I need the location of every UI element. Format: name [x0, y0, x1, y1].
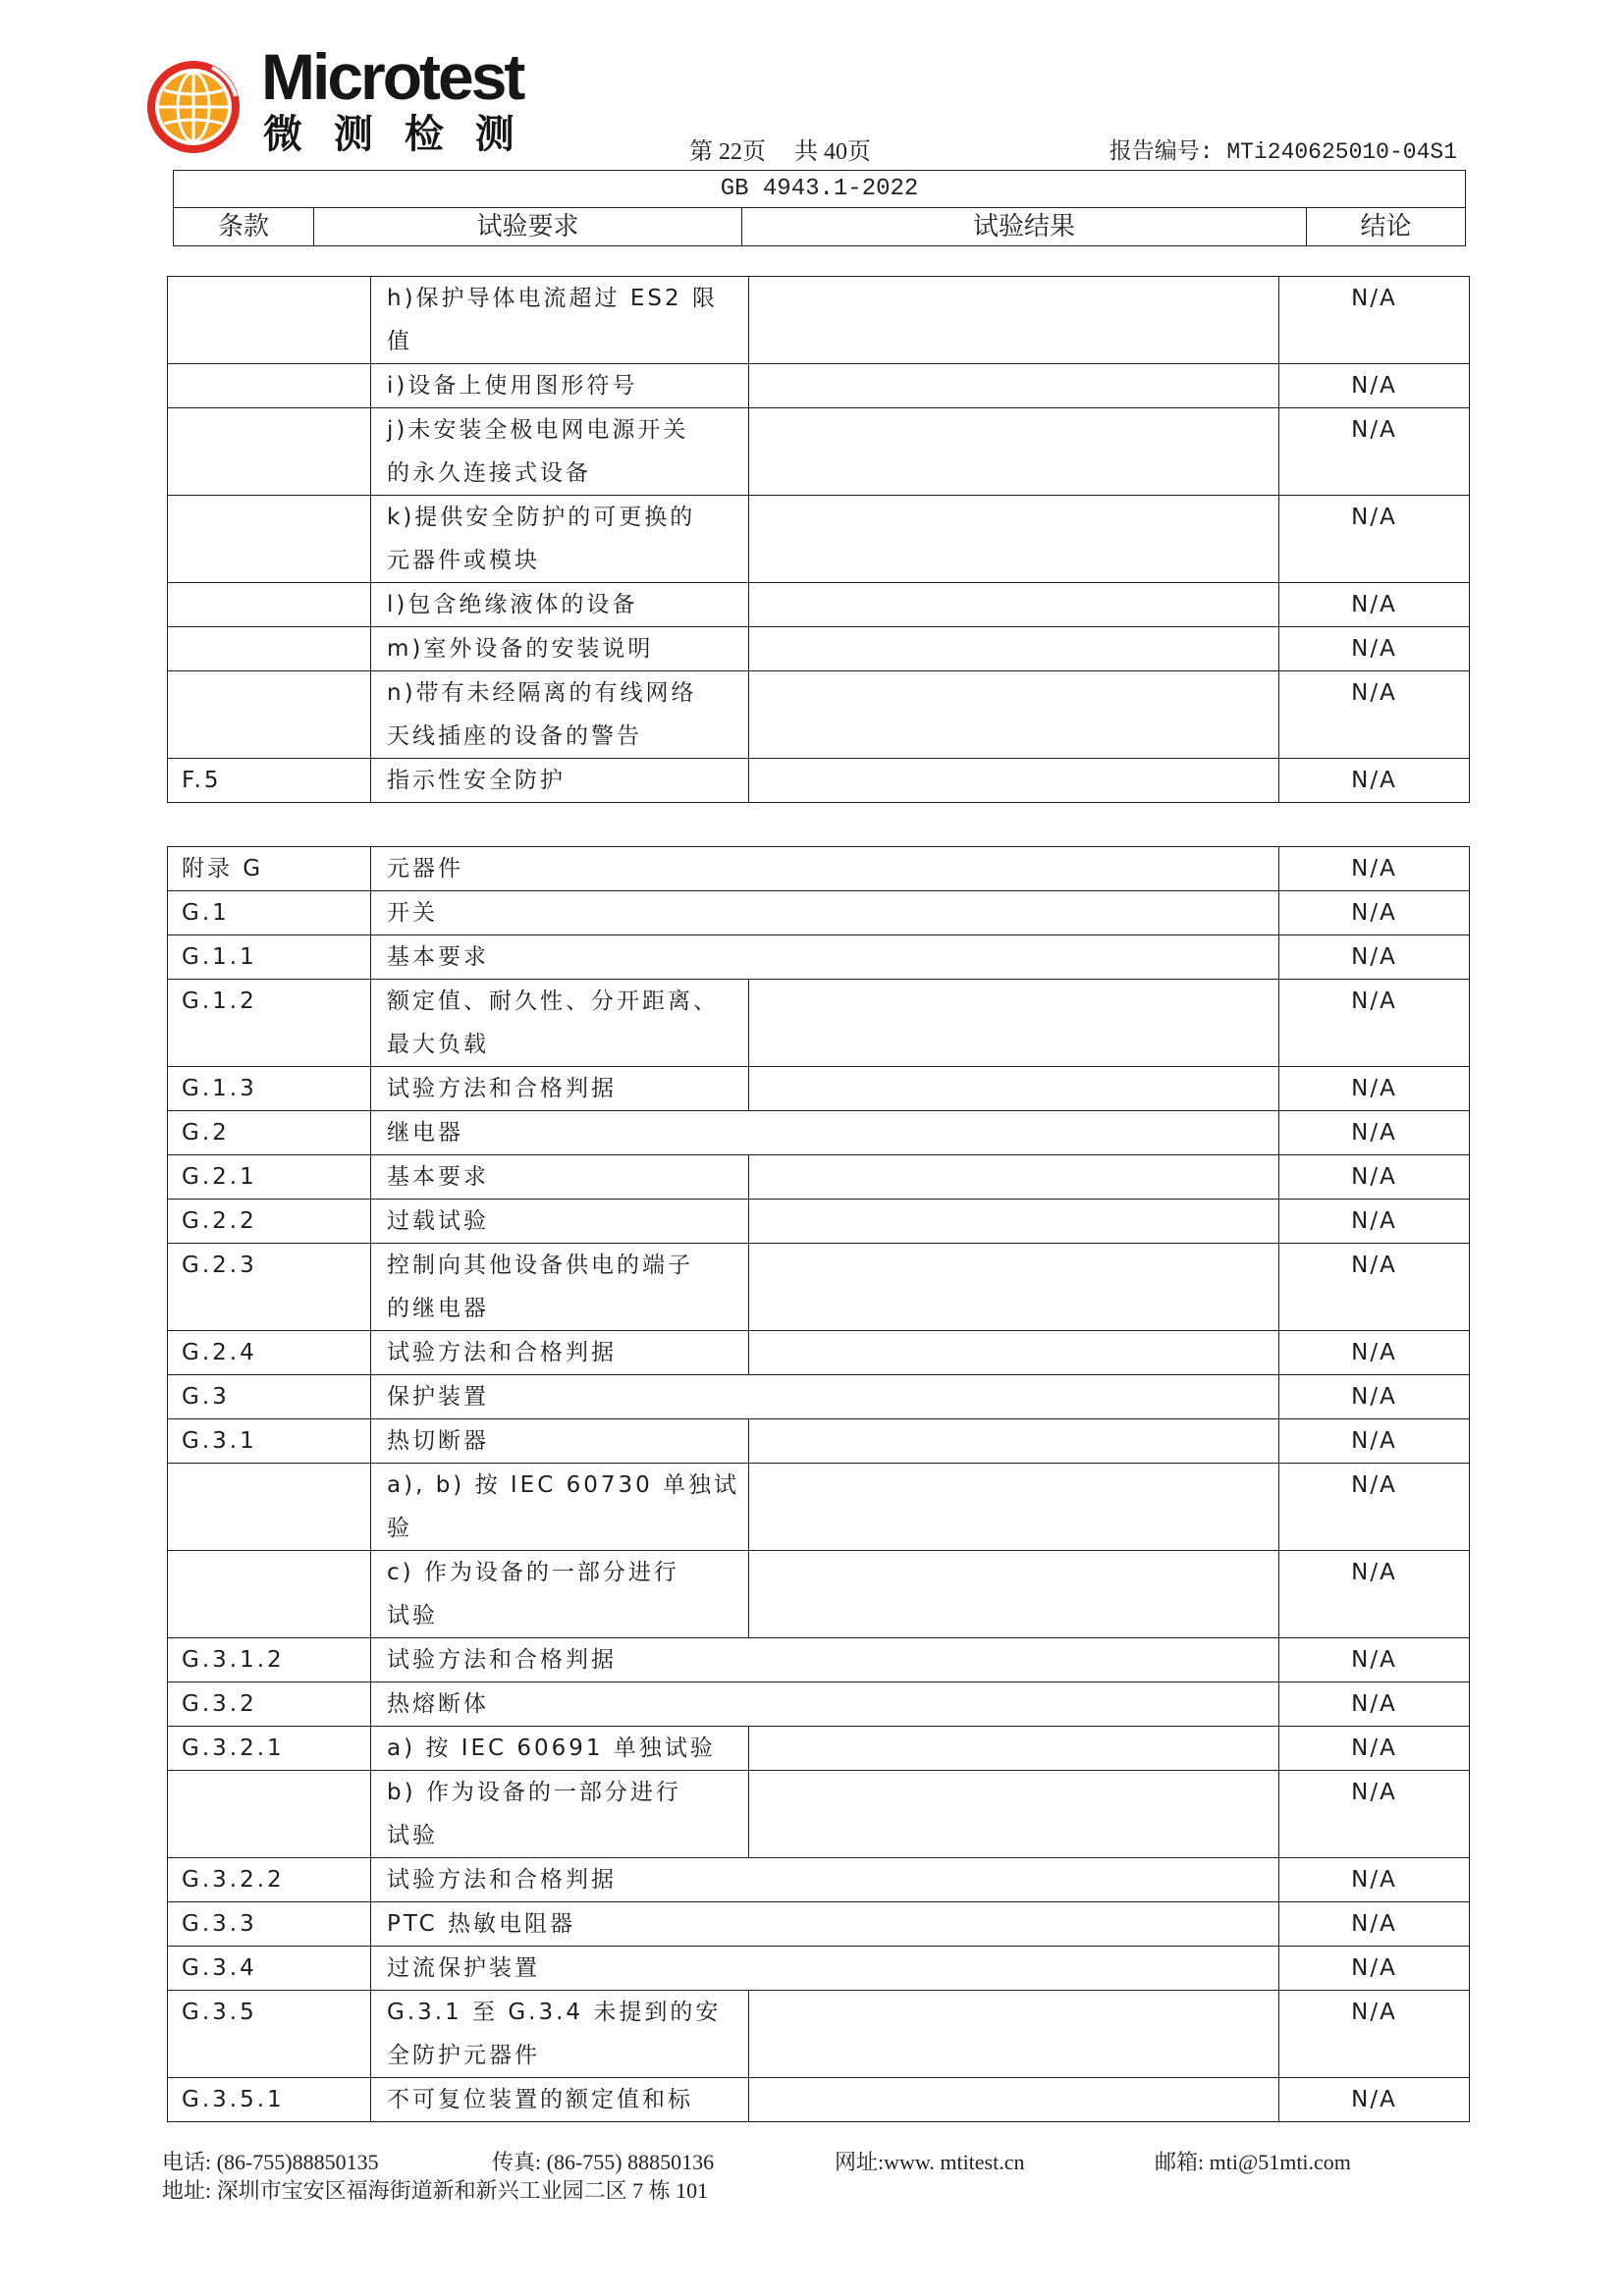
clause-cell: 附录 G [168, 847, 371, 891]
result-cell [749, 1331, 1279, 1375]
clause-table-g [167, 846, 1470, 2122]
clause-cell [168, 364, 371, 408]
table-row [168, 1727, 1470, 1771]
result-cell [749, 1551, 1279, 1638]
table-row [168, 1858, 1470, 1902]
result-cell [749, 408, 1279, 496]
clause-cell: G.1.2 [168, 980, 371, 1067]
requirement-line: 天线插座的设备的警告 [387, 723, 642, 749]
result-cell [749, 2078, 1279, 2122]
requirement-line: 开关 [387, 900, 438, 926]
requirement-line: b) 作为设备的一部分进行 [387, 1780, 681, 1805]
page-number: 第 22页 [689, 139, 766, 165]
requirement-line: 元器件 [387, 856, 463, 881]
verdict-cell: N/A [1279, 583, 1470, 627]
clause-cell [168, 408, 371, 496]
verdict-cell: N/A [1279, 935, 1470, 980]
table-row [168, 980, 1470, 1067]
requirement-cell [371, 1682, 1279, 1727]
verdict-cell: N/A [1279, 1638, 1470, 1682]
clause-cell: G.1.1 [168, 935, 371, 980]
requirement-line: 过载试验 [387, 1208, 489, 1234]
requirement-cell [371, 935, 1279, 980]
requirement-cell [371, 1991, 749, 2078]
requirement-cell [371, 1111, 1279, 1155]
requirement-line: 基本要求 [387, 1164, 489, 1190]
requirement-cell [371, 671, 749, 759]
requirement-line: 试验方法和合格判据 [387, 1340, 617, 1365]
requirement-cell [371, 2078, 749, 2122]
table-row [168, 1771, 1470, 1858]
verdict-cell: N/A [1279, 627, 1470, 671]
verdict-cell: N/A [1279, 1682, 1470, 1727]
verdict-cell: N/A [1279, 1419, 1470, 1464]
table-row [168, 1244, 1470, 1331]
column-header-row [174, 208, 1466, 246]
footer-phone: 电话: (86-755)88850135 [162, 2150, 379, 2174]
requirement-line: 元器件或模块 [387, 548, 540, 573]
requirement-line: a), b) 按 IEC 60730 单独试 [387, 1472, 740, 1498]
table-row [168, 1902, 1470, 1947]
requirement-cell [371, 364, 749, 408]
verdict-cell: N/A [1279, 847, 1470, 891]
verdict-cell: N/A [1279, 1244, 1470, 1331]
verdict-cell: N/A [1279, 759, 1470, 803]
requirement-line: j)未安装全极电网电源开关 [387, 417, 689, 443]
requirement-cell [371, 1638, 1279, 1682]
verdict-cell: N/A [1279, 671, 1470, 759]
clause-cell: G.2.1 [168, 1155, 371, 1200]
header-table [173, 170, 1466, 246]
clause-cell: G.3.2.2 [168, 1858, 371, 1902]
result-cell [749, 1200, 1279, 1244]
clause-cell: G.3.5.1 [168, 2078, 371, 2122]
requirement-line: l)包含绝缘液体的设备 [387, 592, 638, 617]
table-row [168, 1551, 1470, 1638]
table-row [168, 671, 1470, 759]
table-row [168, 496, 1470, 583]
clause-table-body [168, 277, 1470, 803]
requirement-cell [371, 1244, 749, 1331]
table-row [168, 583, 1470, 627]
result-cell [749, 364, 1279, 408]
column-header-clause: 条款 [174, 208, 314, 246]
requirement-line: 指示性安全防护 [387, 768, 566, 793]
clause-cell [168, 1464, 371, 1551]
clause-cell [168, 1551, 371, 1638]
requirement-cell [371, 1155, 749, 1200]
table-row [168, 759, 1470, 803]
requirement-line: 热切断器 [387, 1428, 489, 1454]
clause-cell: G.2.4 [168, 1331, 371, 1375]
globe-icon [145, 59, 242, 155]
table-row [168, 1200, 1470, 1244]
verdict-cell: N/A [1279, 1858, 1470, 1902]
requirement-line: 热熔断体 [387, 1691, 489, 1717]
result-cell [749, 759, 1279, 803]
table-row [168, 891, 1470, 935]
result-cell [749, 1419, 1279, 1464]
logo-chinese-name: 微 测 检 测 [263, 112, 523, 157]
requirement-line: 的永久连接式设备 [387, 460, 591, 486]
verdict-cell: N/A [1279, 408, 1470, 496]
requirement-line: n)带有未经隔离的有线网络 [387, 680, 697, 706]
table-row [168, 1947, 1470, 1991]
verdict-cell: N/A [1279, 1991, 1470, 2078]
requirement-line: 最大负载 [387, 1032, 489, 1057]
requirement-line: 基本要求 [387, 944, 489, 970]
requirement-cell [371, 847, 1279, 891]
clause-cell: G.1 [168, 891, 371, 935]
result-cell [749, 1771, 1279, 1858]
clause-cell: G.1.3 [168, 1067, 371, 1111]
requirement-cell [371, 1331, 749, 1375]
report-number: 报告编号: MTi240625010-04S1 [1109, 139, 1457, 165]
verdict-cell: N/A [1279, 980, 1470, 1067]
table-row [168, 1991, 1470, 2078]
clause-cell: G.3.1 [168, 1419, 371, 1464]
table-row [168, 1155, 1470, 1200]
requirement-cell [371, 1067, 749, 1111]
requirement-line: i)设备上使用图形符号 [387, 373, 638, 399]
result-cell [749, 1727, 1279, 1771]
requirement-line: 的继电器 [387, 1296, 489, 1321]
requirement-line: 试验 [387, 1823, 438, 1848]
logo-wordmark: Microtest [261, 40, 523, 113]
table-row [168, 935, 1470, 980]
footer-fax: 传真: (86-755) 88850136 [492, 2150, 715, 2174]
clause-cell: G.3 [168, 1375, 371, 1419]
verdict-cell: N/A [1279, 1902, 1470, 1947]
verdict-cell: N/A [1279, 1551, 1470, 1638]
table-row [168, 1331, 1470, 1375]
requirement-cell [371, 627, 749, 671]
requirement-line: k)提供安全防护的可更换的 [387, 505, 696, 530]
verdict-cell: N/A [1279, 1947, 1470, 1991]
verdict-cell: N/A [1279, 1771, 1470, 1858]
requirement-line: 全防护元器件 [387, 2043, 540, 2068]
clause-cell: G.3.5 [168, 1991, 371, 2078]
table-row [168, 627, 1470, 671]
footer-website: 网址:www. mtitest.cn [835, 2150, 1025, 2174]
requirement-line: 不可复位装置的额定值和标 [387, 2087, 693, 2112]
requirement-cell [371, 1419, 749, 1464]
table-row [168, 277, 1470, 364]
verdict-cell: N/A [1279, 1375, 1470, 1419]
clause-cell [168, 627, 371, 671]
requirement-line: c) 作为设备的一部分进行 [387, 1560, 679, 1585]
verdict-cell: N/A [1279, 277, 1470, 364]
table-row [168, 1638, 1470, 1682]
result-cell [749, 496, 1279, 583]
footer-email: 邮箱: mti@51mti.com [1155, 2150, 1351, 2174]
requirement-line: 控制向其他设备供电的端子 [387, 1253, 693, 1278]
verdict-cell: N/A [1279, 364, 1470, 408]
table-row [168, 1111, 1470, 1155]
requirement-line: 过流保护装置 [387, 1955, 540, 1981]
clause-cell [168, 1771, 371, 1858]
result-cell [749, 671, 1279, 759]
microtest-logo-icon [145, 59, 242, 155]
requirement-line: 试验方法和合格判据 [387, 1076, 617, 1101]
requirement-cell [371, 1464, 749, 1551]
requirement-cell [371, 891, 1279, 935]
column-header-requirement: 试验要求 [314, 208, 742, 246]
requirement-line: 试验 [387, 1603, 438, 1629]
table-row [168, 1682, 1470, 1727]
requirement-line: h)保护导体电流超过 ES2 限 [387, 286, 718, 311]
verdict-cell: N/A [1279, 1464, 1470, 1551]
requirement-line: PTC 热敏电阻器 [387, 1911, 575, 1937]
requirement-cell [371, 583, 749, 627]
requirement-line: a) 按 IEC 60691 单独试验 [387, 1735, 716, 1761]
requirement-cell [371, 759, 749, 803]
clause-cell [168, 671, 371, 759]
verdict-cell: N/A [1279, 1067, 1470, 1111]
requirement-cell [371, 277, 749, 364]
requirement-cell [371, 1947, 1279, 1991]
requirement-cell [371, 980, 749, 1067]
table-row [168, 847, 1470, 891]
requirement-line: 试验方法和合格判据 [387, 1647, 617, 1673]
verdict-cell: N/A [1279, 1155, 1470, 1200]
requirement-cell [371, 1200, 749, 1244]
requirement-line: 验 [387, 1516, 412, 1541]
result-cell [749, 1155, 1279, 1200]
clause-cell: G.3.2 [168, 1682, 371, 1727]
requirement-line: m)室外设备的安装说明 [387, 636, 654, 662]
requirement-line: 值 [387, 329, 412, 354]
clause-table-f [167, 276, 1470, 803]
requirement-line: 试验方法和合格判据 [387, 1867, 617, 1893]
clause-cell: G.2.2 [168, 1200, 371, 1244]
verdict-cell: N/A [1279, 2078, 1470, 2122]
verdict-cell: N/A [1279, 1200, 1470, 1244]
clause-cell: F.5 [168, 759, 371, 803]
standard-title: GB 4943.1-2022 [174, 171, 1466, 208]
verdict-cell: N/A [1279, 891, 1470, 935]
requirement-cell [371, 1375, 1279, 1419]
clause-cell [168, 277, 371, 364]
clause-cell: G.3.4 [168, 1947, 371, 1991]
table-row [168, 408, 1470, 496]
result-cell [749, 1244, 1279, 1331]
column-header-verdict: 结论 [1307, 208, 1466, 246]
result-cell [749, 1464, 1279, 1551]
verdict-cell: N/A [1279, 496, 1470, 583]
standard-row [174, 171, 1466, 208]
clause-cell: G.3.1.2 [168, 1638, 371, 1682]
result-cell [749, 277, 1279, 364]
result-cell [749, 583, 1279, 627]
requirement-line: 保护装置 [387, 1384, 489, 1410]
requirement-cell [371, 1858, 1279, 1902]
verdict-cell: N/A [1279, 1111, 1470, 1155]
result-cell [749, 1991, 1279, 2078]
requirement-cell [371, 1727, 749, 1771]
requirement-line: 额定值、耐久性、分开距离、 [387, 988, 719, 1014]
requirement-cell [371, 1902, 1279, 1947]
verdict-cell: N/A [1279, 1727, 1470, 1771]
clause-table-body [168, 847, 1470, 2122]
column-header-result: 试验结果 [742, 208, 1307, 246]
result-cell [749, 980, 1279, 1067]
requirement-cell [371, 496, 749, 583]
result-cell [749, 627, 1279, 671]
table-row [168, 1419, 1470, 1464]
clause-cell: G.3.3 [168, 1902, 371, 1947]
footer-address: 地址: 深圳市宝安区福海街道新和新兴工业园二区 7 栋 101 [162, 2178, 709, 2203]
requirement-line: 继电器 [387, 1120, 463, 1146]
requirement-cell [371, 1771, 749, 1858]
requirement-cell [371, 408, 749, 496]
table-row [168, 2078, 1470, 2122]
verdict-cell: N/A [1279, 1331, 1470, 1375]
table-row [168, 1067, 1470, 1111]
table-row [168, 1464, 1470, 1551]
result-cell [749, 1067, 1279, 1111]
clause-cell [168, 583, 371, 627]
clause-cell [168, 496, 371, 583]
table-row [168, 1375, 1470, 1419]
table-row [168, 364, 1470, 408]
requirement-cell [371, 1551, 749, 1638]
clause-cell: G.3.2.1 [168, 1727, 371, 1771]
page-total: 共 40页 [794, 139, 871, 165]
clause-cell: G.2.3 [168, 1244, 371, 1331]
requirement-line: G.3.1 至 G.3.4 未提到的安 [387, 2000, 722, 2025]
clause-cell: G.2 [168, 1111, 371, 1155]
